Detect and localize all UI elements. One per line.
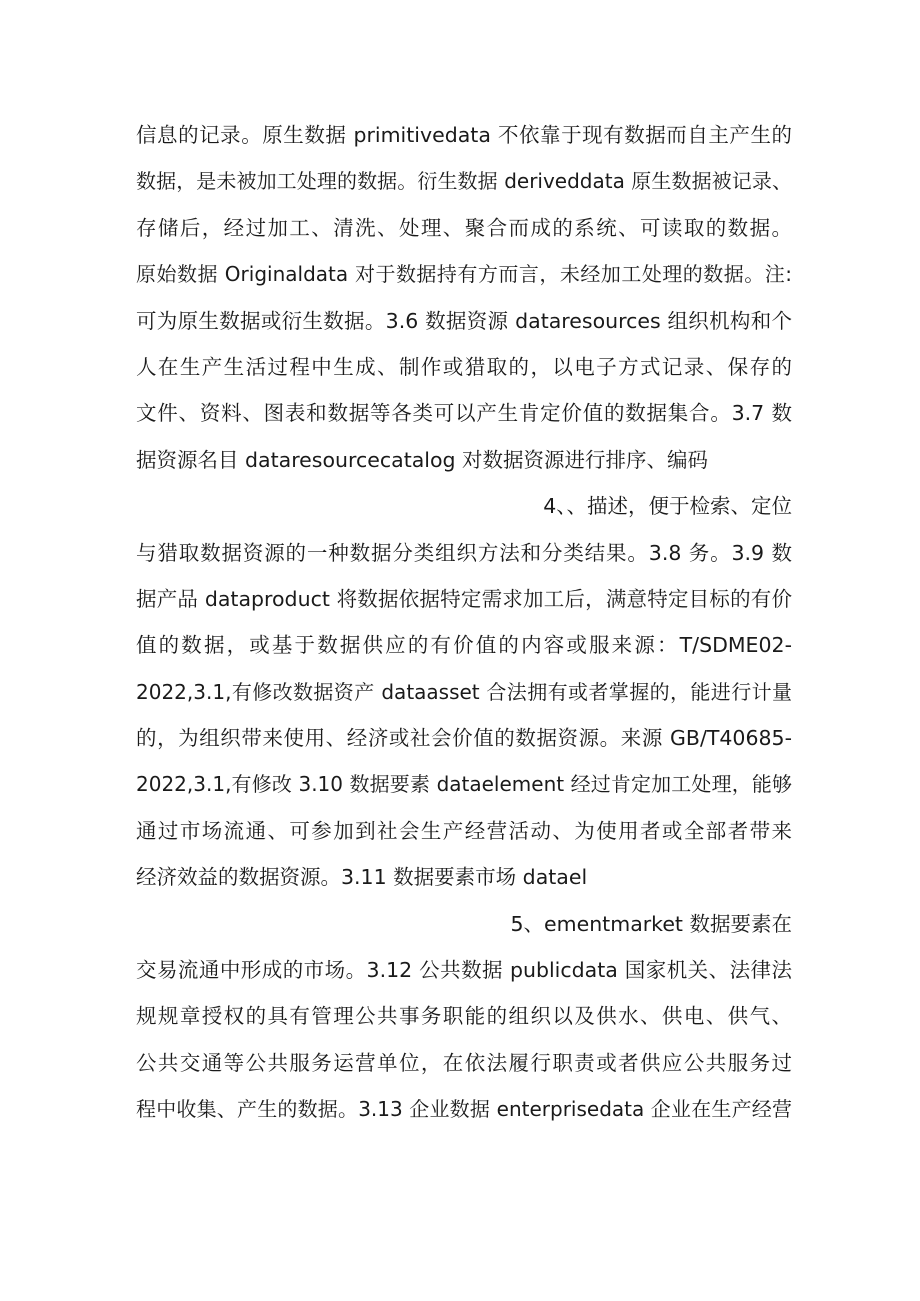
text-line: 2022,3.1,有修改数据资产 dataasset 合法拥有或者掌握的，能进行计量 [136, 679, 792, 704]
text-line: 信息的记录。原生数据 primitivedata 不依靠于现有数据而自主产生的 [136, 123, 792, 147]
text-line: 文件、资料、图表和数据等各类可以产生肯定价值的数据集合。3.7 数 [136, 401, 792, 426]
text-line: 据资源名目 dataresourcecatalog 对数据资源进行排序、编码 [136, 447, 709, 472]
text-line: 值的数据，或基于数据供应的有价值的内容或服来源：T/SDME02- [136, 633, 792, 658]
text-line: 公共交通等公共服务运营单位，在依法履行职责或者供应公共服务过 [136, 1050, 792, 1075]
text-line: 存储后，经过加工、清洗、处理、聚合而成的系统、可读取的数据。 [136, 215, 792, 240]
text-line: 与猎取数据资源的一种数据分类组织方法和分类结果。3.8 务。3.9 数 [136, 540, 792, 565]
list-item-4: 4、、描述，便于检索、定位 [543, 494, 792, 519]
list-item-5: 5、ementmarket 数据要素在 [510, 911, 792, 936]
text-line: 2022,3.1,有修改 3.10 数据要素 dataelement 经过肯定加工处理，能够 [136, 772, 792, 797]
text-line: 的，为组织带来使用、经济或社会价值的数据资源。来源 GB/T40685- [136, 726, 792, 751]
text-line: 原始数据 Originaldata 对于数据持有方而言，未经加工处理的数据。注: [136, 262, 792, 287]
body-text [136, 112, 792, 1133]
text-line: 程中收集、产生的数据。3.13 企业数据 enterprisedata 企业在生产经营 [136, 1097, 792, 1122]
text-line: 规规章授权的具有管理公共事务职能的组织以及供水、供电、供气、 [136, 1004, 792, 1029]
text-line: 通过市场流通、可参加到社会生产经营活动、为使用者或全部者带来 [136, 818, 792, 843]
text-line: 经济效益的数据资源。3.11 数据要素市场 datael [136, 865, 588, 890]
text-line: 交易流通中形成的市场。3.12 公共数据 publicdata 国家机关、法律法 [136, 958, 792, 983]
text-line: 可为原生数据或衍生数据。3.6 数据资源 dataresources 组织机构和个 [136, 308, 792, 333]
text-line: 数据，是未被加工处理的数据。衍生数据 deriveddata 原生数据被记录、 [136, 169, 792, 194]
text-line: 人在生产生活过程中生成、制作或猎取的，以电子方式记录、保存的 [136, 354, 792, 379]
text-line: 据产品 dataproduct 将数据依据特定需求加工后，满意特定目标的有价 [136, 586, 792, 611]
